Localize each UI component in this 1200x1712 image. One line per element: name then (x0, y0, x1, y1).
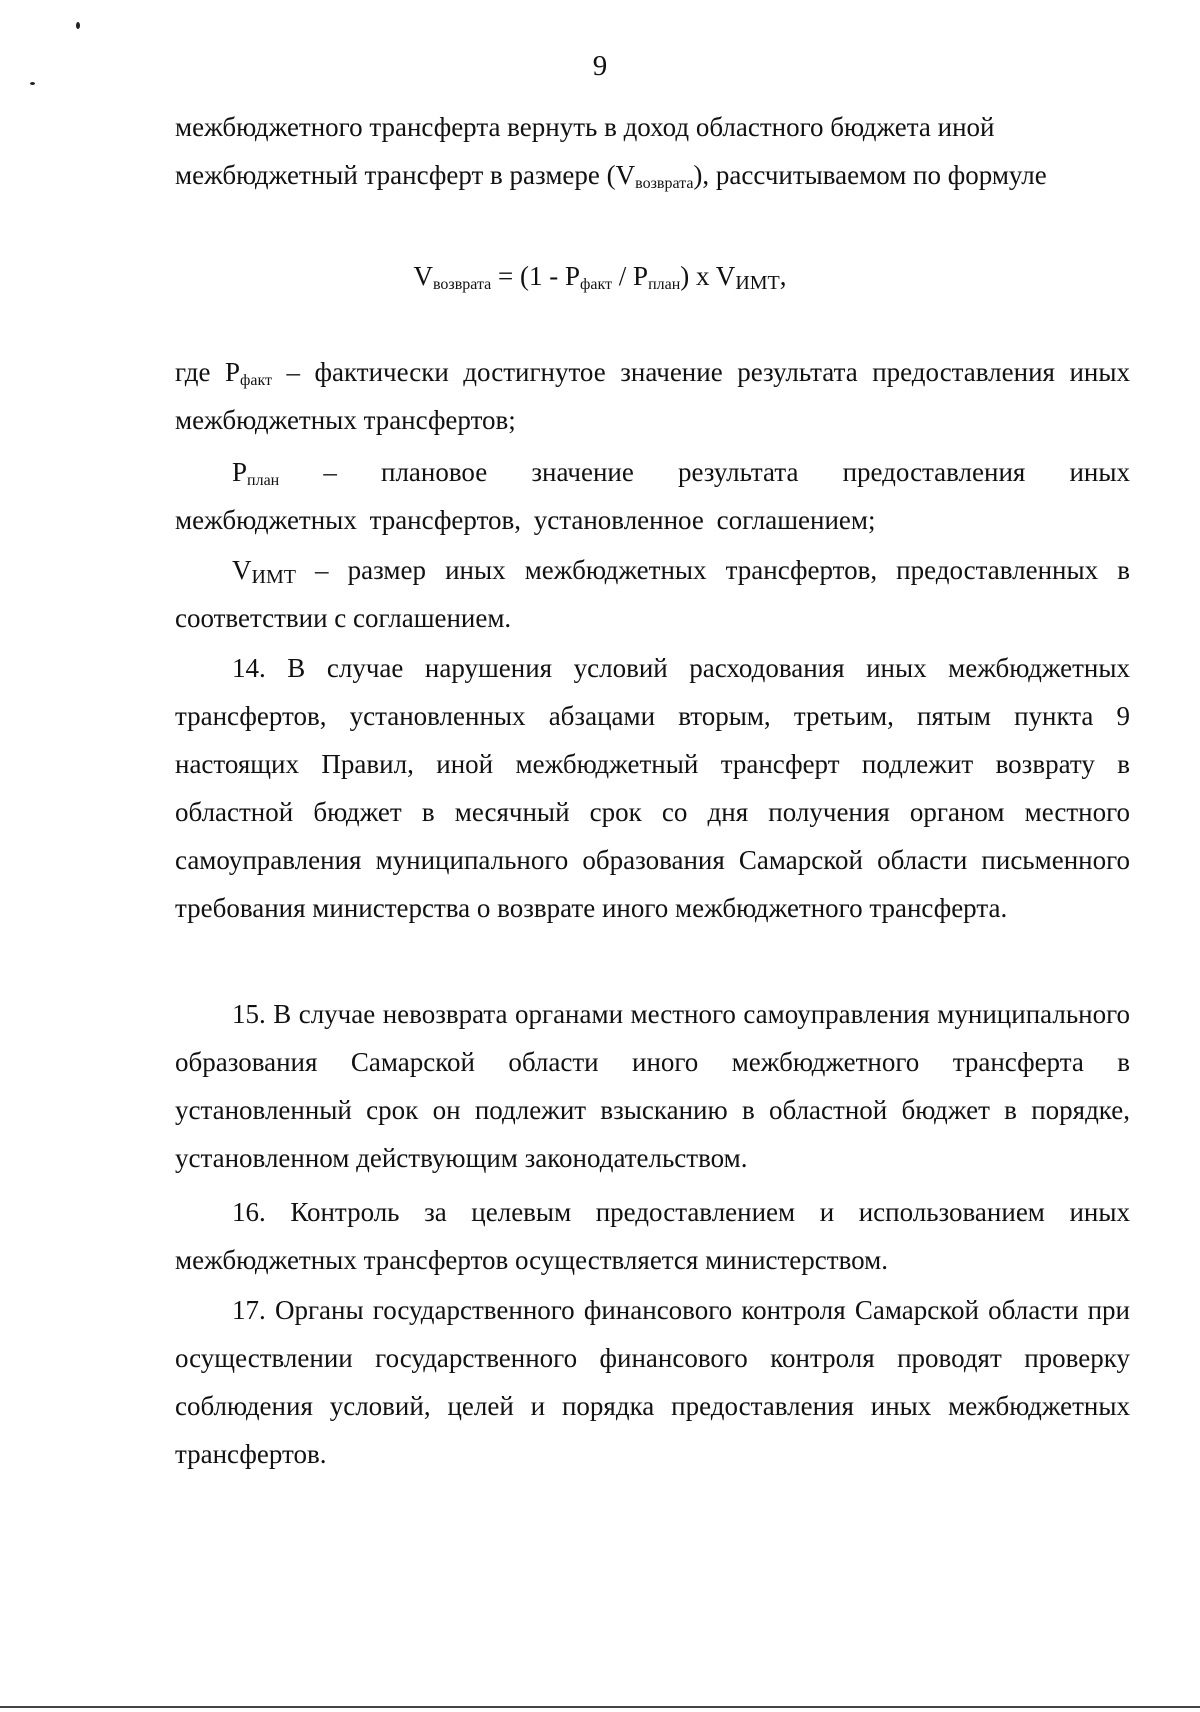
scan-edge-line (0, 1706, 1200, 1708)
formula-fact-sub: факт (580, 276, 613, 293)
formula-close: ) x V (680, 261, 736, 291)
clause-16: 16. Контроль за целевым предоставлением и использованием иных межбюджетных трансфертов осуществляется министерством. (175, 1197, 1130, 1275)
pfact-prefix: где P (175, 357, 240, 387)
definition-vimt (175, 546, 1130, 642)
clause-14: 14. В случае нарушения условий расходования иных межбюджетных трансфертов, установленных абзацами вторым, третьим, пятым пункта 9 настоящих Правил, иной межбюджетный трансферт подлежит возврату в областной бюджет в месячный срок со дня получения органом местного самоуправления муниципального образования Самарской области письменного требования министерства о возврате иного межбюджетного трансферта. (175, 653, 1130, 923)
clause-17: 17. Органы государственного финансового контроля Самарской области при осуществлении государственного финансового контроля проводят проверку соблюдения условий, целей и порядка предоставления иных межбюджетных трансфертов. (175, 1295, 1130, 1469)
vimt-subscript: ИМТ (251, 566, 296, 588)
formula-plan-sub: план (648, 276, 681, 293)
formula-open: = (1 - P (491, 261, 581, 291)
formula-slash: / P (612, 261, 649, 291)
pfact-text: – фактически достигнутое значение результата предоставления иных межбюджетных трансфертов; (175, 357, 1131, 435)
intro-line-2-suffix: ), рассчитываемом по формуле (693, 160, 1047, 190)
pplan-text: – плановое значение результата предоставления иных межбюджетных трансфертов, установленное соглашением; (175, 457, 1130, 535)
formula-imt-sub: ИМТ (735, 272, 780, 294)
v-return-subscript: возврата (635, 175, 694, 192)
pfact-subscript: факт (239, 372, 273, 389)
intro-line-1: межбюджетного трансферта вернуть в доход областного бюджета иной (175, 112, 995, 142)
clause-15: 15. В случае невозврата органами местного самоуправления муниципального образования Самарской области иного межбюджетного трансферта в установленный срок он подлежит взысканию в областной бюджет в порядке, установленном действующим законодательством. (175, 999, 1130, 1173)
pplan-prefix: P (232, 457, 248, 487)
vimt-text: – размер иных межбюджетных трансфертов, предоставленных в соответствии с соглашением. (175, 555, 1130, 633)
vimt-prefix: V (232, 555, 252, 585)
formula-lhs-sub: возврата (432, 276, 492, 293)
pplan-subscript: план (247, 472, 280, 489)
formula-tail: , (779, 261, 787, 291)
definition-pplan (175, 448, 1130, 544)
definition-pfact (175, 348, 1130, 444)
return-formula (0, 256, 1200, 296)
formula-lhs-var: V (413, 261, 433, 291)
page-number: 9 (592, 50, 608, 82)
paragraph-intro (175, 103, 1130, 199)
intro-line-2-prefix: межбюджетный трансферт в размере (V (175, 160, 636, 190)
scan-speck (76, 22, 80, 29)
